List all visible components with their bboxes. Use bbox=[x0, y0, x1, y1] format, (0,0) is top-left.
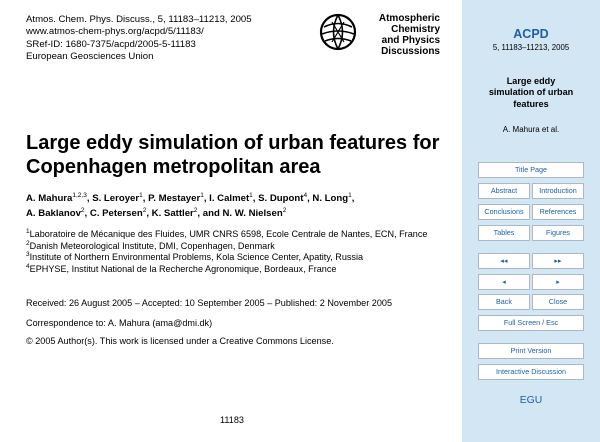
author: and N. W. Nielsen$^2$ bbox=[202, 207, 287, 219]
egu-label: EGU bbox=[519, 395, 543, 406]
last-page-button[interactable] bbox=[532, 253, 584, 269]
author: S. Dupont$^4$, bbox=[258, 192, 313, 204]
skip-forward-icon: ▸▸ bbox=[554, 256, 562, 265]
introduction-button[interactable]: Introduction bbox=[532, 183, 584, 199]
previous-page-button[interactable] bbox=[478, 274, 530, 290]
logo-line: Discussions bbox=[381, 46, 440, 57]
sidebar-title-line: simulation of urban bbox=[488, 87, 574, 98]
page-number: 11183 bbox=[220, 415, 244, 425]
affiliation: $^3$Institute of Northern Environmental Problems, Kola Science Center, Apatity, Russia bbox=[26, 251, 364, 263]
affiliation: $^1$Laboratoire de Mécanique des Fluides, UMR CNRS 6598, Ecole Centrale de Nantes, ECN, France bbox=[26, 228, 428, 239]
sidebar-paper-title bbox=[462, 76, 600, 110]
author: N. Long$^1$, bbox=[312, 192, 355, 204]
affiliation: $^4$EPHYSE, Institut National de la Recherche Agronomique, Bordeaux, France bbox=[26, 263, 337, 275]
navigation-sidebar bbox=[462, 0, 600, 442]
author-list bbox=[26, 191, 446, 221]
conclusions-button[interactable]: Conclusions bbox=[478, 204, 530, 220]
affiliations bbox=[26, 229, 446, 276]
close-button[interactable]: Close bbox=[532, 294, 584, 310]
tables-button[interactable]: Tables bbox=[478, 225, 530, 241]
author: A. Baklanov$^2$, bbox=[26, 207, 90, 219]
next-page-button[interactable] bbox=[532, 274, 584, 290]
sidebar-title-line: features bbox=[513, 98, 549, 109]
sidebar-title-line: Large eddy bbox=[506, 76, 556, 86]
journal-url[interactable]: www.atmos-chem-phys.org/acpd/5/11183/ bbox=[26, 26, 204, 38]
author: K. Sattler$^2$, bbox=[151, 207, 203, 219]
logo-line: Atmospheric bbox=[378, 13, 440, 24]
full-screen-button[interactable]: Full Screen / Esc bbox=[478, 315, 584, 331]
logo-line: and Physics bbox=[381, 35, 440, 46]
sidebar-author: A. Mahura et al. bbox=[502, 125, 560, 134]
first-page-button[interactable] bbox=[478, 253, 530, 269]
references-button[interactable]: References bbox=[532, 204, 584, 220]
correspondence: Correspondence to: A. Mahura (ama@dmi.dk) bbox=[26, 318, 213, 328]
print-version-button[interactable]: Print Version bbox=[478, 343, 584, 359]
author: P. Mestayer$^1$, bbox=[148, 192, 210, 204]
logo-line: Chemistry bbox=[391, 24, 440, 35]
affiliation: $^2$Danish Meteorological Institute, DMI, Copenhagen, Denmark bbox=[26, 239, 275, 251]
license-notice: © 2005 Author(s). This work is licensed under a Creative Commons License. bbox=[26, 336, 334, 346]
journal-acronym: ACPD bbox=[513, 27, 549, 41]
journal-logo bbox=[318, 12, 440, 68]
abstract-button[interactable]: Abstract bbox=[478, 183, 530, 199]
author: A. Mahura$^{1,2,3}$, bbox=[26, 192, 93, 204]
journal-reference: 5, 11183–11213, 2005 bbox=[492, 43, 570, 52]
back-button[interactable]: Back bbox=[478, 294, 530, 310]
arrow-left-icon: ◂ bbox=[502, 277, 506, 286]
paper-title: Large eddy simulation of urban features for Copenhagen metropolitan area bbox=[26, 132, 440, 178]
arrow-right-icon: ▸ bbox=[556, 277, 560, 286]
citation-line: Atmos. Chem. Phys. Discuss., 5, 11183–11213, 2005 bbox=[26, 14, 252, 25]
figures-button[interactable]: Figures bbox=[532, 225, 584, 241]
author: I. Calmet$^1$, bbox=[209, 192, 259, 204]
logo-text bbox=[354, 13, 440, 57]
skip-back-icon: ◂◂ bbox=[500, 256, 508, 265]
publisher-line: European Geosciences Union bbox=[26, 51, 154, 63]
sref-id: SRef-ID: 1680-7375/acpd/2005-5-11183 bbox=[26, 38, 196, 50]
author: C. Petersen$^2$, bbox=[89, 207, 152, 219]
interactive-discussion-button[interactable]: Interactive Discussion bbox=[478, 364, 584, 380]
journal-header bbox=[26, 14, 252, 64]
author: S. Leroyer$^1$, bbox=[92, 192, 149, 204]
title-page-button[interactable]: Title Page bbox=[478, 162, 584, 178]
publication-dates: Received: 26 August 2005 – Accepted: 10 September 2005 – Published: 2 November 2005 bbox=[26, 298, 393, 308]
globe-logo-icon bbox=[318, 12, 358, 52]
